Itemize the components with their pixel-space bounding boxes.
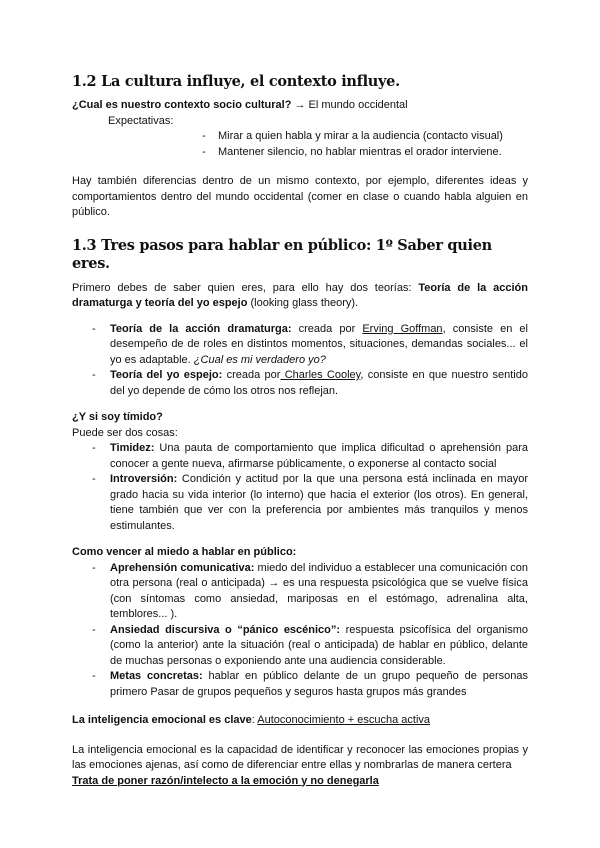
text: respuesta psicofísica del organismo (como la anterior) ante la situación (real o anticipada) de hablar en público, delante de muchas personas o exponiendo ante una audiencia considerable. (110, 623, 528, 667)
text: creada por (291, 322, 363, 335)
expectativas-list (72, 129, 528, 160)
list-item (72, 441, 528, 472)
list-item-text: Mirar a quien habla y mirar a la audiencia (contacto visual) (218, 130, 503, 142)
bullet-dash: - (202, 145, 206, 158)
text: : (251, 714, 258, 726)
list-item (72, 669, 528, 700)
timido-list (72, 441, 528, 534)
context-question (72, 98, 528, 114)
text: , consiste en el desempeño de de roles en distintos momentos, situaciones, demandas sociales... el yo es adaptable. (110, 322, 528, 366)
question-answer: → El mundo occidental (291, 99, 408, 111)
list-item (72, 623, 528, 670)
document-page (72, 73, 528, 789)
bullet-dash: - (92, 442, 96, 454)
paragraph-theories (72, 281, 528, 312)
question-bold: ¿Cual es nuestro contexto socio cultural? (72, 99, 292, 111)
heading-1-2: 1.2 La cultura influye, el contexto influye. (72, 73, 400, 90)
timido-heading (72, 410, 528, 426)
expectativas-label: Expectativas: (108, 114, 174, 127)
ie-paragraph: La inteligencia emocional es la capacidad de identificar y reconocer las emociones propias y las emociones ajenas, así como de diferenciar entre ellas y nombrarlas de manera certera (72, 743, 528, 771)
timido-sub: Puede ser dos cosas: (72, 426, 178, 439)
heading-1-3: 1.3 Tres pasos para hablar en público: 1º Saber quien eres. (72, 236, 492, 272)
bullet-dash: - (92, 561, 96, 574)
paragraph-differences: Hay también diferencias dentro de un mismo contexto, por ejemplo, diferentes ideas y comportamientos dentro del mundo occidental (comer en clase o cuando habla alguien en público. (72, 175, 528, 218)
list-item (72, 472, 528, 534)
item-title: Metas concretas: (110, 670, 203, 682)
miedo-list (72, 561, 528, 701)
list-item (72, 322, 528, 369)
item-title: Introversión: (110, 473, 178, 485)
text: creada por (222, 369, 281, 381)
text-bold: Teoría de la acción dramaturga y teoría del yo espejo (72, 281, 528, 309)
text-bold-underlined: Trata de poner razón/intelecto a la emoción y no denegarla (72, 774, 379, 787)
bullet-dash: - (92, 473, 96, 485)
item-title: Teoría del yo espejo: (110, 369, 223, 381)
text-bold: ¿Y si soy tímido? (72, 411, 163, 423)
list-item (72, 145, 528, 161)
author-link[interactable]: Charles Cooley (280, 369, 361, 381)
ie-heading (72, 713, 528, 729)
item-title: Teoría de la acción dramaturga: (110, 322, 292, 335)
item-title: Timidez: (110, 442, 155, 454)
ie-conclusion (72, 774, 528, 790)
text-bold: Como vencer al miedo a hablar en público: (72, 546, 297, 558)
text: (looking glass theory). (247, 297, 359, 309)
bullet-dash: - (92, 369, 96, 381)
list-item (72, 561, 528, 623)
bullet-dash: - (202, 130, 206, 142)
list-item (72, 129, 528, 145)
text: , consiste en que nuestro sentido del yo depende de cómo los otros nos reflejan. (110, 369, 528, 397)
list-item (72, 368, 528, 399)
bullet-dash: - (92, 322, 96, 335)
text: miedo del individuo a establecer una comunicación con otra persona (real o anticipada) → es una respuesta psicológica que se vuelve física (con síntomas como ansiedad, mariposas en el estómago, adrenalina alta, temblores... ). (110, 561, 528, 620)
list-item-text: Mantener silencio, no hablar mientras el orador interviene. (218, 145, 502, 158)
miedo-heading (72, 545, 528, 561)
text-underlined: Autoconocimiento + escucha activa (257, 714, 431, 726)
text-bold: La inteligencia emocional es clave (72, 714, 252, 726)
text: Primero debes de saber quien eres, para ello hay dos teorías: (72, 281, 419, 294)
bullet-dash: - (92, 623, 96, 636)
bullet-dash: - (92, 670, 96, 682)
text: Condición y actitud por la que una persona está inclinada en mayor grado hacia su vida interior (lo interno) que hacia el exterior (los otros). En general, tiene también que ver con la preferencia por ambientes más tranquilos y menos estimulantes. (110, 473, 528, 532)
text: Una pauta de comportamiento que implica dificultad o aprehensión para conocer a gente nueva, afirmarse públicamente, o exponerse al contacto social (110, 442, 528, 470)
text-italic: ¿Cual es mi verdadero yo? (193, 353, 326, 366)
text: hablar en público delante de un grupo pequeño de personas primero Pasar de grupos pequeños y seguros hasta grupos más grandes (110, 670, 528, 698)
item-title: Aprehensión comunicativa: (110, 561, 255, 574)
theories-list (72, 322, 528, 400)
item-title: Ansiedad discursiva o “pánico escénico”: (110, 623, 341, 636)
author-link[interactable]: Erving Goffman (362, 322, 443, 335)
